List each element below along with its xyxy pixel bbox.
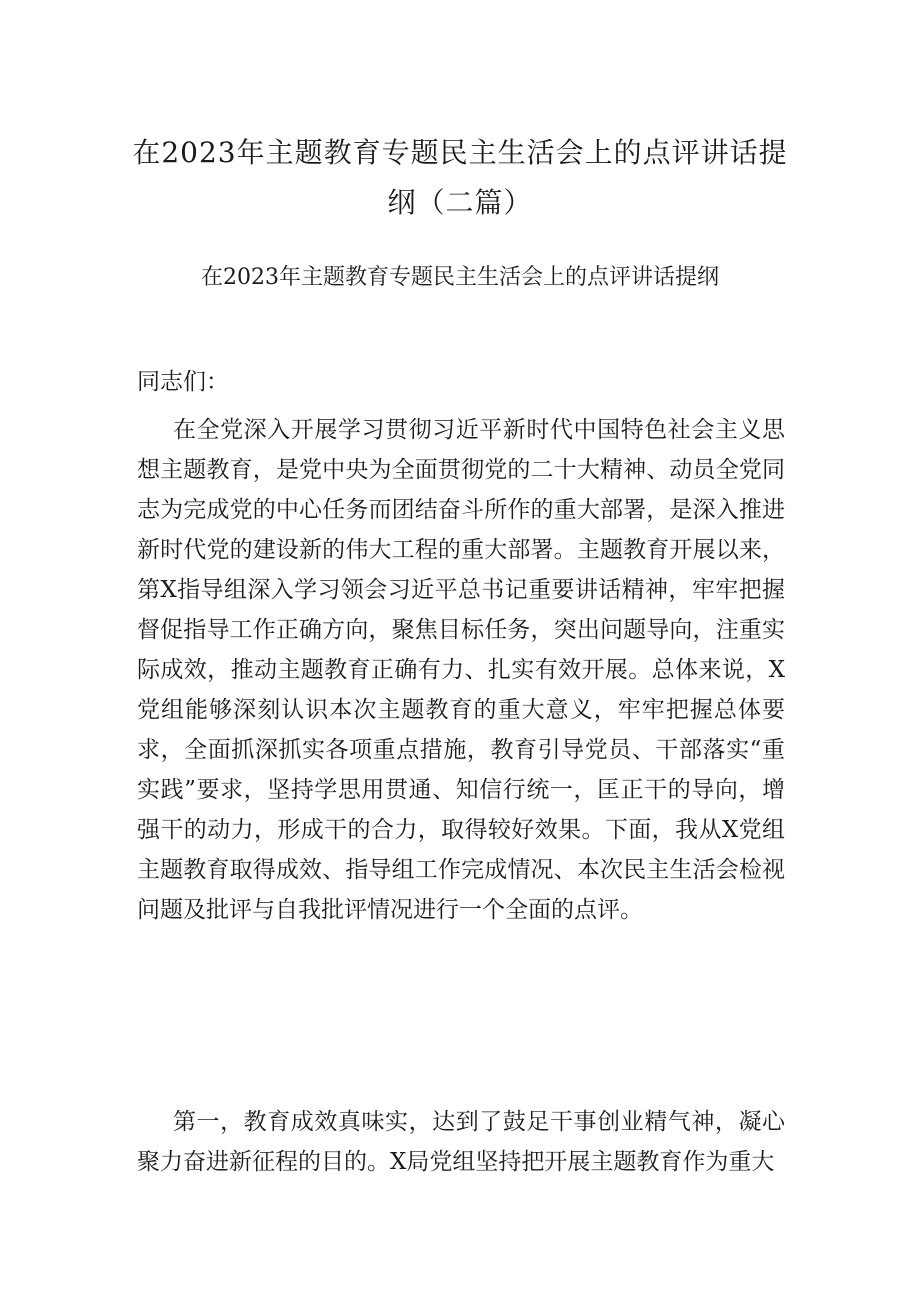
document-title: 在2023年主题教育专题民主生活会上的点评讲话提纲（二篇） [132,136,788,219]
paragraph-1: 在全党深入开展学习贯彻习近平新时代中国特色社会主义思想主题教育，是党中央为全面贯彻党的二十大精神、动员全党同志为完成党的中心任务而团结奋斗所作的重大部署，是深入推进新时代党的建设新的伟大工程的重大部署。主题教育开展以来，第X指导组深入学习领会习近平总书记重要讲话精神，牢牢把握督促指导工作正确方向，聚焦目标任务，突出问题导向，注重实际成效，推动主题教育正确有力、扎实有效开展。总体来说，X党组能够深刻认识本次主题教育的重大意义，牢牢把握总体要求，全面抓深抓实各项重点措施，教育引导党员、干部落实“重实践”要求，坚持学思用贯通、知信行统一，匡正干的导向，增强干的动力，形成干的合力，取得较好效果。下面，我从X党组主题教育取得成效、指导组工作完成情况、本次民主生活会检视问题及批评与自我批评情况进行一个全面的点评。 [137,417,785,923]
paragraph-2: 第一，教育成效真味实，达到了鼓足干事创业精气神，凝心聚力奋进新征程的目的。X局党组坚持把开展主题教育作为重大 [137,1109,785,1175]
salutation: 同志们： [137,369,229,395]
document-subtitle: 在2023年主题教育专题民主生活会上的点评讲话提纲 [201,265,719,290]
